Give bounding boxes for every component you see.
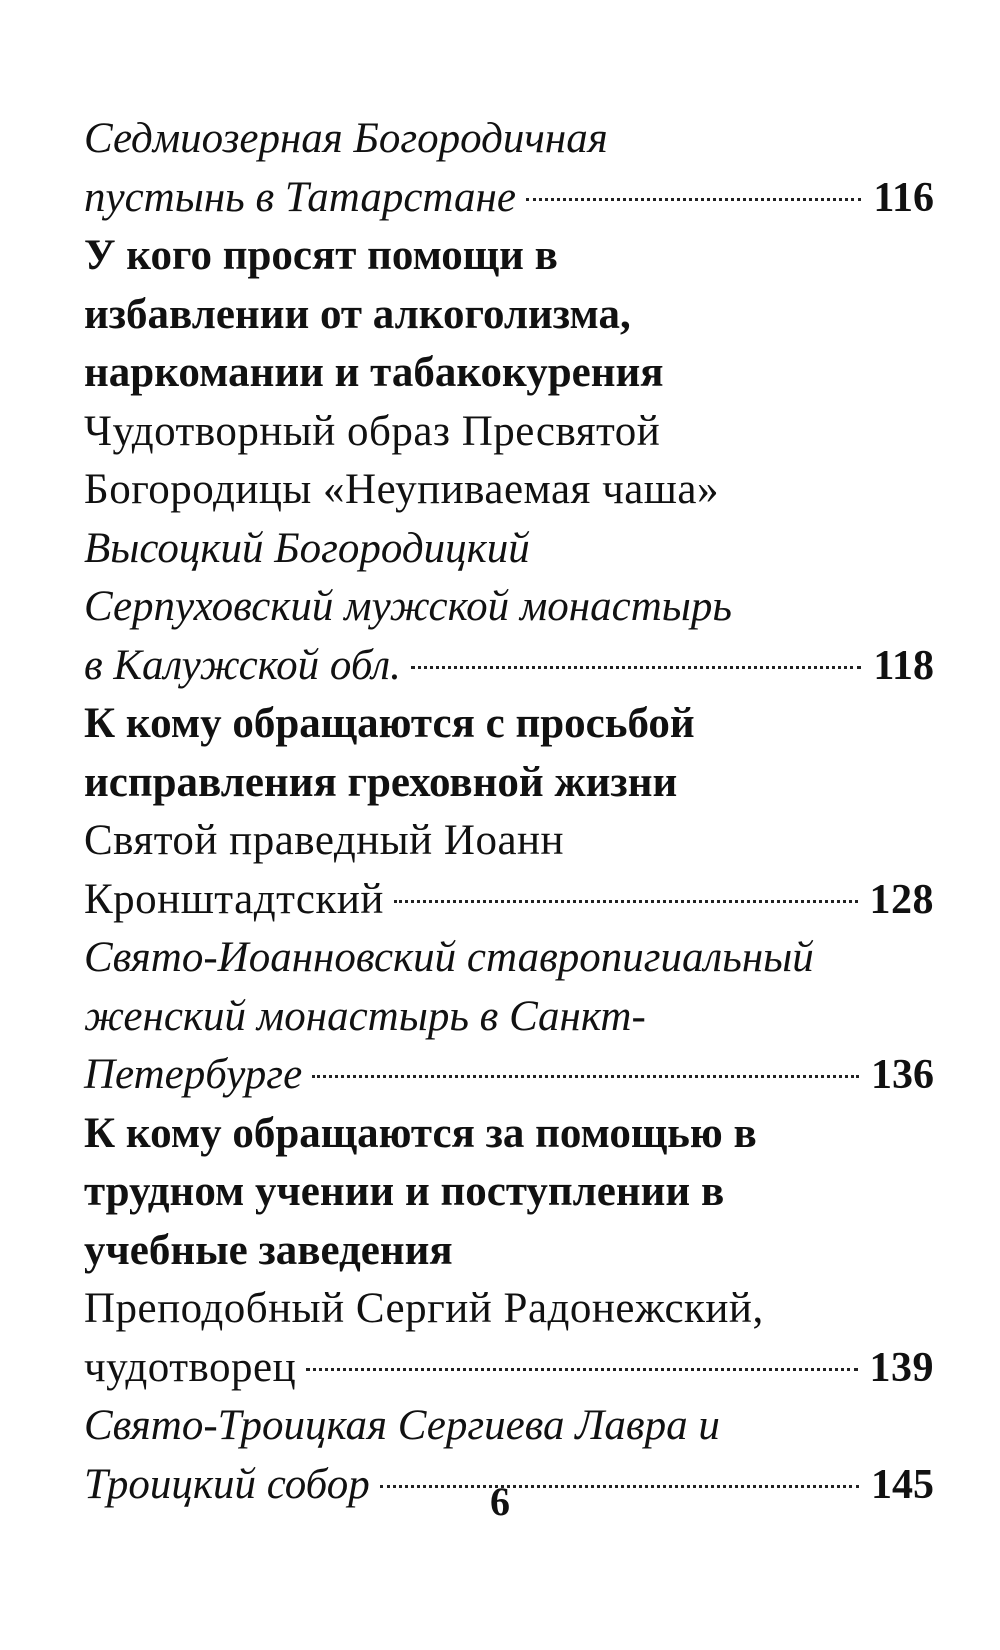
- toc-line: [84, 1397, 934, 1456]
- toc-line: [84, 929, 934, 988]
- toc-line: [84, 988, 934, 1047]
- dot-leader: [306, 1368, 857, 1371]
- toc-heading-line: [84, 754, 934, 813]
- toc-entry-text: Святой праведный Иоанн: [84, 817, 565, 864]
- toc-line: [84, 461, 934, 520]
- toc-entry-text: в Калужской обл.: [84, 641, 401, 689]
- table-of-contents: [84, 110, 934, 1514]
- toc-heading-line: [84, 227, 934, 286]
- toc-heading-text: учебные заведения: [84, 1226, 453, 1274]
- toc-heading-text: К кому обращаются за помощью в: [84, 1109, 757, 1157]
- toc-line: [84, 110, 934, 169]
- toc-entry-text: Чудотворный образ Пресвятой: [84, 407, 661, 455]
- toc-page-number: 145: [871, 1461, 934, 1508]
- toc-entry-text: Богородицы «Неупиваемая чаша»: [84, 466, 719, 513]
- toc-entry-text: Петербурге: [84, 1051, 303, 1098]
- toc-heading-text: трудном учении и поступлении в: [84, 1168, 725, 1215]
- toc-entry-text: Седмиозерная Богородичная: [84, 115, 608, 162]
- toc-entry-text: пустынь в Татарстане: [84, 173, 516, 221]
- toc-entry-text: Троицкий собор: [84, 1460, 370, 1508]
- toc-line: [84, 871, 934, 930]
- dot-leader: [312, 1075, 859, 1078]
- toc-line: [84, 578, 934, 637]
- toc-line: [84, 812, 934, 871]
- toc-heading-line: [84, 1222, 934, 1281]
- dot-leader: [411, 666, 861, 669]
- toc-entry-text: чудотворец: [84, 1343, 297, 1391]
- toc-line: [84, 169, 934, 228]
- toc-heading-text: избавлении от алкоголизма,: [84, 290, 631, 338]
- toc-line: [84, 1046, 934, 1105]
- toc-heading-text: исправления греховной жизни: [84, 758, 678, 806]
- toc-line: [84, 1280, 934, 1339]
- toc-line: [84, 1339, 934, 1398]
- toc-page-number: 118: [873, 642, 934, 689]
- dot-leader: [526, 198, 861, 201]
- page-number: 6: [490, 1479, 510, 1524]
- toc-page-number: 139: [869, 1344, 934, 1391]
- toc-entry-text: женский монастырь в Санкт-: [84, 992, 646, 1040]
- toc-line: [84, 403, 934, 462]
- toc-heading-text: У кого просят помощи в: [84, 232, 558, 279]
- dot-leader: [394, 900, 858, 903]
- toc-entry-text: Кронштадтский: [84, 875, 384, 923]
- toc-line: [84, 637, 934, 696]
- toc-entry-text: Серпуховский мужской монастырь: [84, 583, 732, 630]
- toc-entry-text: Свято-Троицкая Сергиева Лавра и: [84, 1402, 720, 1449]
- toc-heading-line: [84, 286, 934, 345]
- toc-entry-text: Свято-Иоанновский ставропигиальный: [84, 934, 814, 981]
- toc-entry-text: Высоцкий Богородицкий: [84, 524, 530, 572]
- toc-heading-line: [84, 1105, 934, 1164]
- toc-entry-text: Преподобный Сергий Радонежский,: [84, 1285, 764, 1332]
- toc-line: [84, 520, 934, 579]
- toc-page-number: 116: [873, 174, 934, 221]
- toc-heading-text: наркомании и табакокурения: [84, 349, 664, 396]
- toc-heading-line: [84, 344, 934, 403]
- toc-heading-text: К кому обращаются с просьбой: [84, 700, 695, 747]
- toc-heading-line: [84, 695, 934, 754]
- toc-heading-line: [84, 1163, 934, 1222]
- toc-page-number: 136: [871, 1052, 934, 1098]
- toc-page-number: 128: [869, 876, 934, 923]
